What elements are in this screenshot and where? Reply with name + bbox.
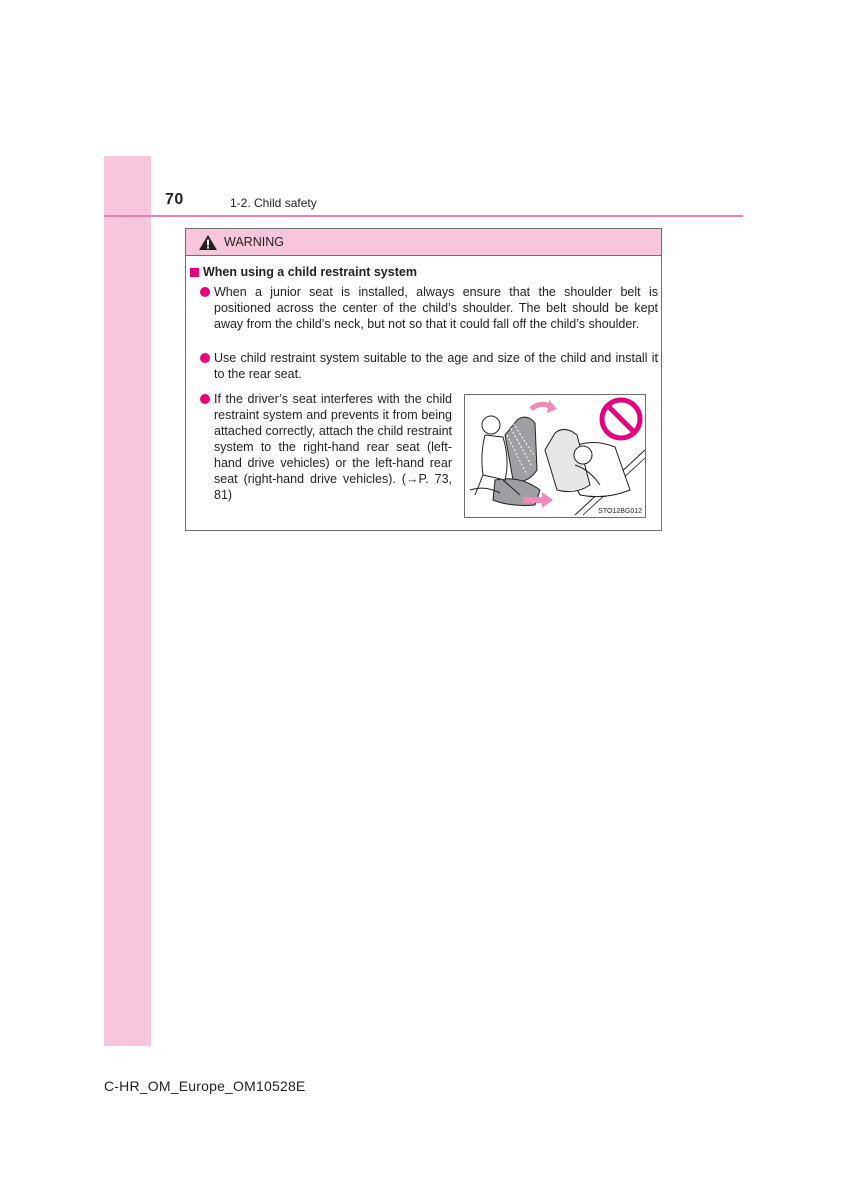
bullet-dot-icon bbox=[200, 394, 210, 404]
figure-code: STO12BG012 bbox=[598, 508, 642, 515]
warning-subheading bbox=[190, 265, 417, 279]
warning-item-text: If the driver’s seat interferes with the child restraint system and prevents it from being attached correctly, attach the child restraint system to the right-hand rear seat (left-hand drive vehicles) or the left-hand rear seat (right-hand drive vehicles). (→P. 73, 81) bbox=[214, 392, 452, 502]
side-tab bbox=[104, 156, 151, 1046]
bullet-dot-icon bbox=[200, 353, 210, 363]
seat-illustration bbox=[464, 394, 646, 518]
square-bullet-icon bbox=[190, 268, 199, 277]
document-id: C-HR_OM_Europe_OM10528E bbox=[104, 1078, 306, 1094]
warning-triangle-icon bbox=[198, 234, 218, 251]
page-number: 70 bbox=[165, 191, 184, 208]
seat-drawing bbox=[465, 395, 645, 517]
subheading-text: When using a child restraint system bbox=[203, 265, 417, 279]
warning-header bbox=[186, 229, 661, 256]
warning-box bbox=[185, 228, 662, 531]
warning-item-text: When a junior seat is installed, always ensure that the shoulder belt is positioned across the center of the child’s shoulder. The belt should be kept away from the child’s neck, but not so that it could fall off the child’s shoulder. bbox=[214, 285, 658, 331]
warning-label: WARNING bbox=[224, 235, 284, 249]
header-rule bbox=[104, 215, 743, 217]
warning-item-2 bbox=[214, 350, 658, 382]
warning-item-1 bbox=[214, 284, 658, 332]
section-title: 1-2. Child safety bbox=[230, 196, 317, 210]
warning-item-3 bbox=[214, 391, 452, 503]
warning-item-text: Use child restraint system suitable to the age and size of the child and install it to the rear seat. bbox=[214, 351, 658, 381]
bullet-dot-icon bbox=[200, 287, 210, 297]
